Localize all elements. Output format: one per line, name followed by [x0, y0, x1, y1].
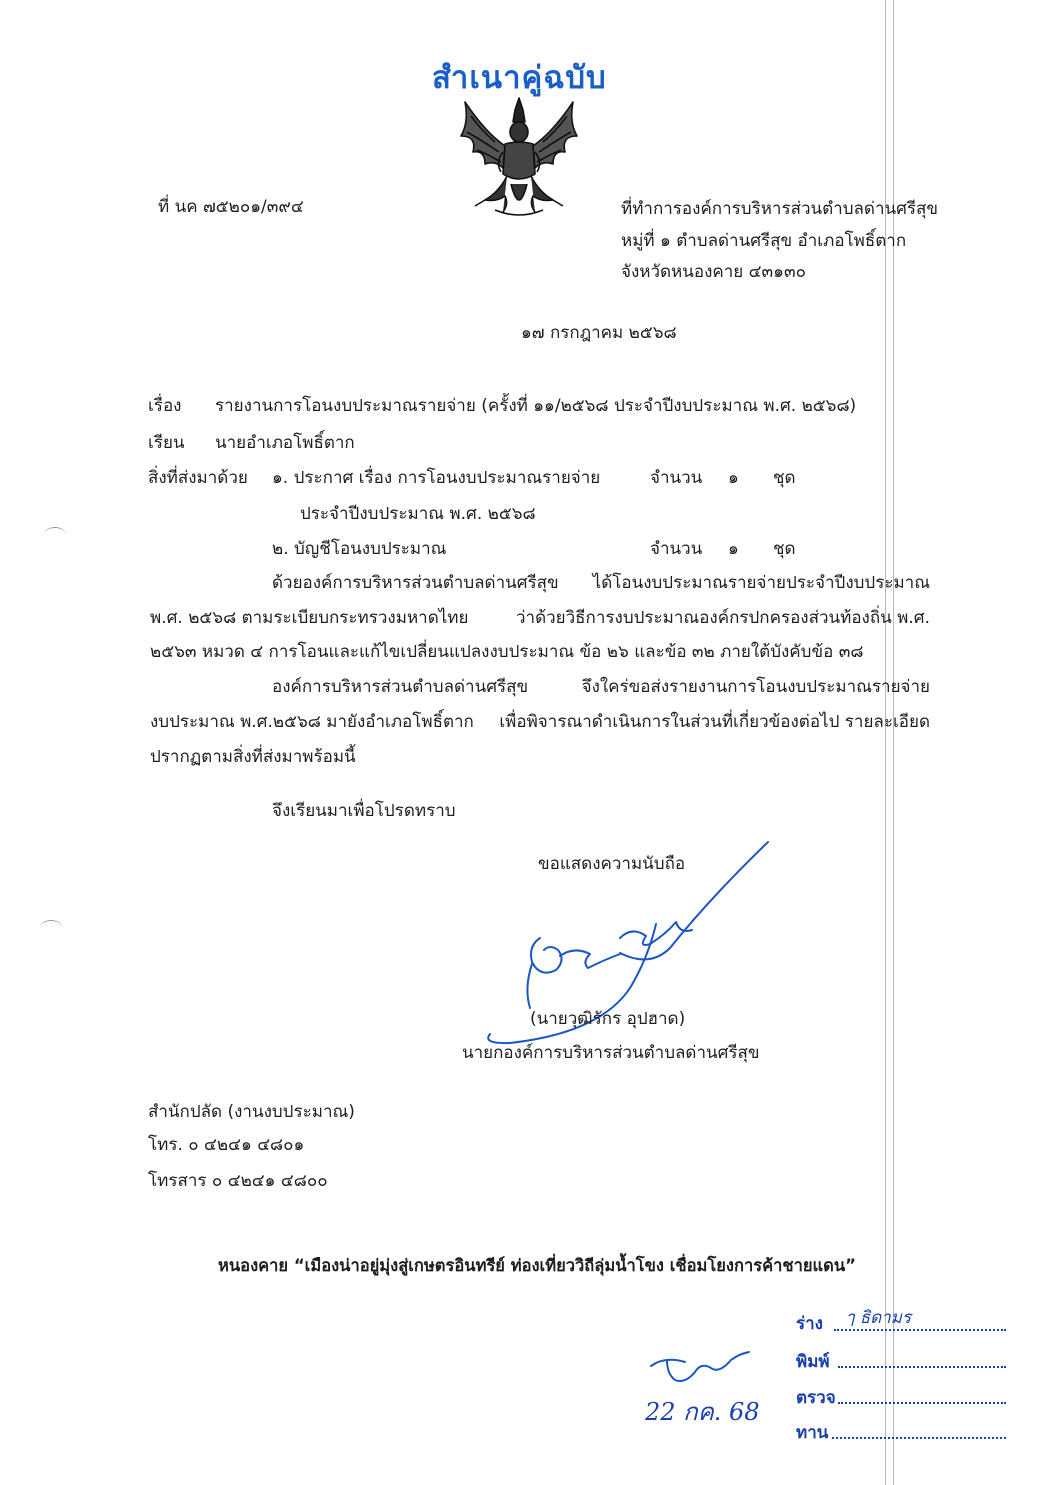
- routing-label-check: ตรวจ: [796, 1388, 836, 1408]
- enclosure-unit: ชุด: [773, 468, 796, 488]
- office-address-line-3: จังหวัดหนองคาย ๔๓๑๓๐: [621, 262, 806, 282]
- document-date: ๑๗ กรกฎาคม ๒๕๖๘: [521, 323, 677, 343]
- recipient-label: เรียน: [148, 433, 185, 453]
- body-paragraph-1-line-2: [150, 607, 930, 629]
- routing-line: [832, 1437, 1006, 1439]
- body-paragraph-2-line-3: [150, 746, 356, 768]
- enclosure-qty-label: จำนวน: [650, 539, 703, 559]
- contact-phone: โทร. ๐ ๔๒๔๑ ๔๘๐๑: [148, 1135, 305, 1155]
- text-segment: งบประมาณ พ.ศ.๒๕๖๘ มายังอำเภอโพธิ์ตาก: [150, 712, 474, 732]
- routing-handwritten-draft: ๅ ธิดามร: [846, 1308, 912, 1328]
- routing-label-proof: ทาน: [796, 1423, 829, 1443]
- body-paragraph-1-line-3: [150, 641, 863, 663]
- text-segment: องค์การบริหารส่วนตำบลด่านศรีสุข: [272, 677, 529, 697]
- text-segment: เพื่อพิจารณาดำเนินการในส่วนที่เกี่ยวข้องต่อไป รายละเอียด: [499, 712, 930, 732]
- handwritten-date: 22 กค. 68: [645, 1398, 760, 1426]
- enclosure-qty: ๑: [728, 539, 739, 559]
- routing-label-draft: ร่าง: [796, 1314, 823, 1334]
- text-segment: ๒๕๖๓ หมวด ๔ การโอนและแก้ไขเปลี่ยนแปลงงบประมาณ ข้อ ๒๖ และข้อ ๓๒ ภายใต้บังคับข้อ ๓๘: [150, 642, 864, 662]
- provincial-motto: หนองคาย “เมืองน่าอยู่มุ่งสู่เกษตรอินทรีย์ ท่องเที่ยววิถีลุ่มน้ำโขง เชื่อมโยงการค้าชายแดน”: [218, 1256, 856, 1275]
- punch-mark: [40, 920, 62, 935]
- text-segment: พ.ศ. ๒๕๖๘ ตามระเบียบกระทรวงมหาดไทย: [150, 608, 469, 628]
- garuda-emblem-icon: [455, 92, 583, 222]
- enclosure-item-1-continued: ประจำปีงบประมาณ พ.ศ. ๒๕๖๘: [300, 504, 536, 524]
- page-edge-line: [893, 0, 894, 1485]
- subject-text: รายงานการโอนงบประมาณรายจ่าย (ครั้งที่ ๑๑/๒๕๖๘ ประจำปีงบประมาณ พ.ศ. ๒๕๖๘): [215, 396, 857, 416]
- body-paragraph-2-line-1: [272, 676, 930, 698]
- office-address-line-2: หมู่ที่ ๑ ตำบลด่านศรีสุข อำเภอโพธิ์ตาก: [621, 231, 907, 251]
- text-segment: ว่าด้วยวิธีการงบประมาณองค์กรปกครองส่วนท้องถิ่น พ.ศ.: [516, 608, 930, 628]
- signatory-position: นายกองค์การบริหารส่วนตำบลด่านศรีสุข: [462, 1043, 760, 1063]
- text-segment: จึงใคร่ขอส่งรายงานการโอนงบประมาณรายจ่าย: [581, 677, 930, 697]
- routing-line: [838, 1366, 1006, 1368]
- enclosure-qty-label: จำนวน: [650, 468, 703, 488]
- body-paragraph-1-line-1: [272, 572, 930, 594]
- routing-label-print: พิมพ์: [796, 1352, 830, 1372]
- body-paragraph-2-line-2: [150, 711, 930, 733]
- document-number: ที่ นค ๗๕๒๐๑/๓๙๔: [158, 197, 304, 217]
- routing-line: [838, 1402, 1006, 1404]
- text-segment: ด้วยองค์การบริหารส่วนตำบลด่านศรีสุข: [272, 573, 559, 593]
- punch-mark: [44, 527, 66, 542]
- page-edge-line: [885, 0, 886, 1485]
- contact-department: สำนักปลัด (งานงบประมาณ): [148, 1102, 355, 1122]
- copy-stamp: สำเนาคู่ฉบับ: [432, 60, 607, 96]
- enclosure-item-2: ๒. บัญชีโอนงบประมาณ: [272, 539, 447, 559]
- text-segment: ได้โอนงบประมาณรายจ่ายประจำปีงบประมาณ: [592, 573, 930, 593]
- handwritten-initials-icon: [645, 1350, 755, 1395]
- text-segment: ปรากฏตามสิ่งที่ส่งมาพร้อมนี้: [150, 747, 356, 767]
- closing-line: จึงเรียนมาเพื่อโปรดทราบ: [272, 801, 456, 821]
- signatory-name: (นายวุฒิรักร อุปฮาด): [530, 1009, 686, 1029]
- subject-label: เรื่อง: [148, 396, 182, 416]
- signature-salutation: ขอแสดงความนับถือ: [538, 854, 686, 874]
- enclosures-label: สิ่งที่ส่งมาด้วย: [148, 468, 248, 488]
- contact-fax: โทรสาร ๐ ๔๒๔๑ ๔๘๐๐: [148, 1171, 328, 1191]
- enclosure-item-1: ๑. ประกาศ เรื่อง การโอนงบประมาณรายจ่าย: [272, 468, 601, 488]
- enclosure-qty: ๑: [728, 468, 739, 488]
- recipient-text: นายอำเภอโพธิ์ตาก: [215, 433, 355, 453]
- office-address-line-1: ที่ทำการองค์การบริหารส่วนตำบลด่านศรีสุข: [621, 199, 939, 219]
- enclosure-unit: ชุด: [773, 539, 796, 559]
